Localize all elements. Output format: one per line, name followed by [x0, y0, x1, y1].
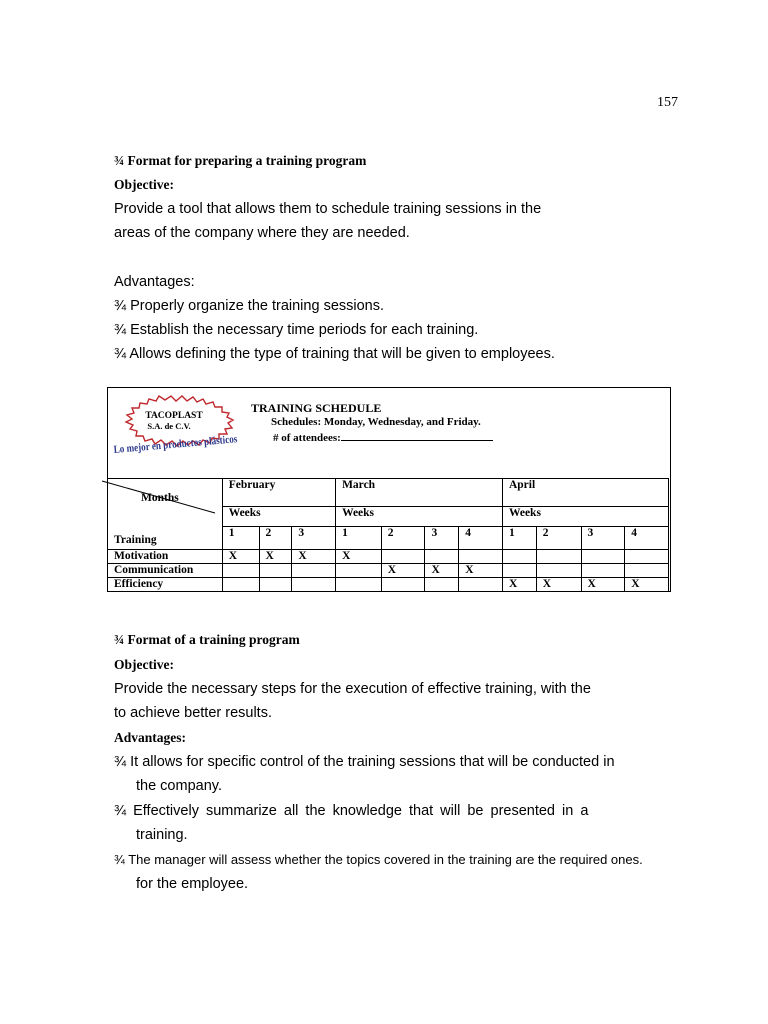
schedule-mark	[459, 578, 503, 592]
section1-objective-line-2: areas of the company where they are needed.	[114, 225, 410, 241]
schedule-mark	[292, 578, 336, 592]
page-number: 157	[657, 95, 678, 110]
schedule-days: Schedules: Monday, Wednesday, and Friday.	[271, 416, 481, 428]
schedule-mark: X	[536, 578, 581, 592]
row-label-communication: Communication	[108, 564, 223, 578]
attendees-label: # of attendees:	[273, 432, 341, 444]
schedule-mark: X	[581, 578, 625, 592]
row-label-motivation: Motivation	[108, 550, 223, 564]
attendees-blank	[341, 430, 493, 441]
section1-objective-line-1-text: Provide a tool that allows them to schedule training sessions in the	[114, 201, 542, 217]
schedule-grid	[107, 478, 669, 592]
section2-heading: ¾ Format of a training program	[114, 632, 300, 647]
schedule-mark: X	[459, 564, 503, 578]
schedule-mark	[459, 550, 503, 564]
schedule-mark	[502, 564, 536, 578]
section1-advantage-2: ¾ Establish the necessary time periods for each training.	[114, 322, 479, 338]
week-number: 1	[222, 527, 259, 550]
section2-advantage-2-line-1: ¾ Effectively summarize all the knowledge that will be presented in a	[114, 803, 589, 819]
week-number: 4	[459, 527, 503, 550]
weeks-label-february: Weeks	[222, 507, 335, 527]
corner-training-label: Training	[114, 534, 157, 546]
months-row	[108, 479, 669, 507]
schedule-mark	[222, 564, 259, 578]
section2-advantage-1-line-1: ¾ It allows for specific control of the training sessions that will be conducted in	[114, 754, 615, 770]
corner-months-label: Months	[141, 492, 179, 504]
training-schedule-form	[107, 387, 671, 592]
schedule-mark: X	[336, 550, 382, 564]
week-number: 2	[381, 527, 425, 550]
schedule-mark	[425, 550, 459, 564]
section1-advantage-1: ¾ Properly organize the training sessions.	[114, 298, 385, 314]
section2-objective-line-1	[114, 681, 618, 697]
schedule-mark	[381, 578, 425, 592]
logo-company-suffix: S.A. de C.V.	[147, 421, 191, 431]
row-label-efficiency: Efficiency	[108, 578, 223, 592]
schedule-mark	[581, 564, 625, 578]
weeks-label-march: Weeks	[336, 507, 503, 527]
schedule-mark	[259, 578, 292, 592]
schedule-mark	[502, 550, 536, 564]
schedule-mark	[536, 564, 581, 578]
weeks-label-april: Weeks	[502, 507, 668, 527]
section2-objective-label: Objective:	[114, 657, 174, 672]
schedule-mark: X	[259, 550, 292, 564]
schedule-attendees	[273, 430, 493, 444]
schedule-mark: X	[425, 564, 459, 578]
schedule-mark	[625, 564, 669, 578]
schedule-mark: X	[292, 550, 336, 564]
schedule-mark: X	[222, 550, 259, 564]
table-row	[108, 578, 669, 592]
week-number: 4	[625, 527, 669, 550]
week-number: 1	[502, 527, 536, 550]
table-row	[108, 550, 669, 564]
tacoplast-logo	[112, 394, 264, 458]
section1-heading: ¾ Format for preparing a training program	[114, 153, 367, 168]
schedule-mark	[292, 564, 336, 578]
schedule-mark: X	[502, 578, 536, 592]
section1-advantages-label: Advantages:	[114, 274, 195, 290]
section2-advantages-label: Advantages:	[114, 730, 187, 745]
week-number: 3	[292, 527, 336, 550]
grid-corner	[108, 479, 223, 550]
section2-advantage-3-line-2: for the employee.	[136, 876, 249, 892]
schedule-mark	[259, 564, 292, 578]
week-number: 1	[336, 527, 382, 550]
week-number: 2	[536, 527, 581, 550]
section1-advantage-3: ¾ Allows defining the type of training that will be given to employees.	[114, 346, 555, 362]
section2-advantage-3-line-1: ¾ The manager will assess whether the topics covered in the training are the required ones.	[114, 852, 643, 867]
table-row	[108, 564, 669, 578]
schedule-mark	[536, 550, 581, 564]
week-number: 3	[581, 527, 625, 550]
schedule-mark: X	[381, 564, 425, 578]
section2-objective-line-1-text: Provide the necessary steps for the execution of effective training, with the	[114, 681, 591, 697]
section2-advantage-1-line-2: the company.	[136, 778, 222, 794]
schedule-mark	[625, 550, 669, 564]
month-header-march: March	[336, 479, 503, 507]
schedule-mark	[581, 550, 625, 564]
section2-advantage-2-line-2: training.	[136, 827, 188, 843]
section1-objective-label: Objective:	[114, 177, 174, 192]
week-number: 3	[425, 527, 459, 550]
section1-objective-line-1	[114, 201, 573, 217]
month-header-april: April	[502, 479, 668, 507]
logo-company-name: TACOPLAST	[145, 411, 203, 421]
month-header-february: February	[222, 479, 335, 507]
section2-objective-line-2: to achieve better results.	[114, 705, 272, 721]
logo-slogan: Lo mejor en productos plásticos	[113, 430, 264, 456]
schedule-mark	[336, 564, 382, 578]
schedule-mark	[222, 578, 259, 592]
schedule-mark	[381, 550, 425, 564]
schedule-title: TRAINING SCHEDULE	[251, 401, 382, 415]
week-number: 2	[259, 527, 292, 550]
schedule-mark	[425, 578, 459, 592]
schedule-mark	[336, 578, 382, 592]
schedule-mark: X	[625, 578, 669, 592]
